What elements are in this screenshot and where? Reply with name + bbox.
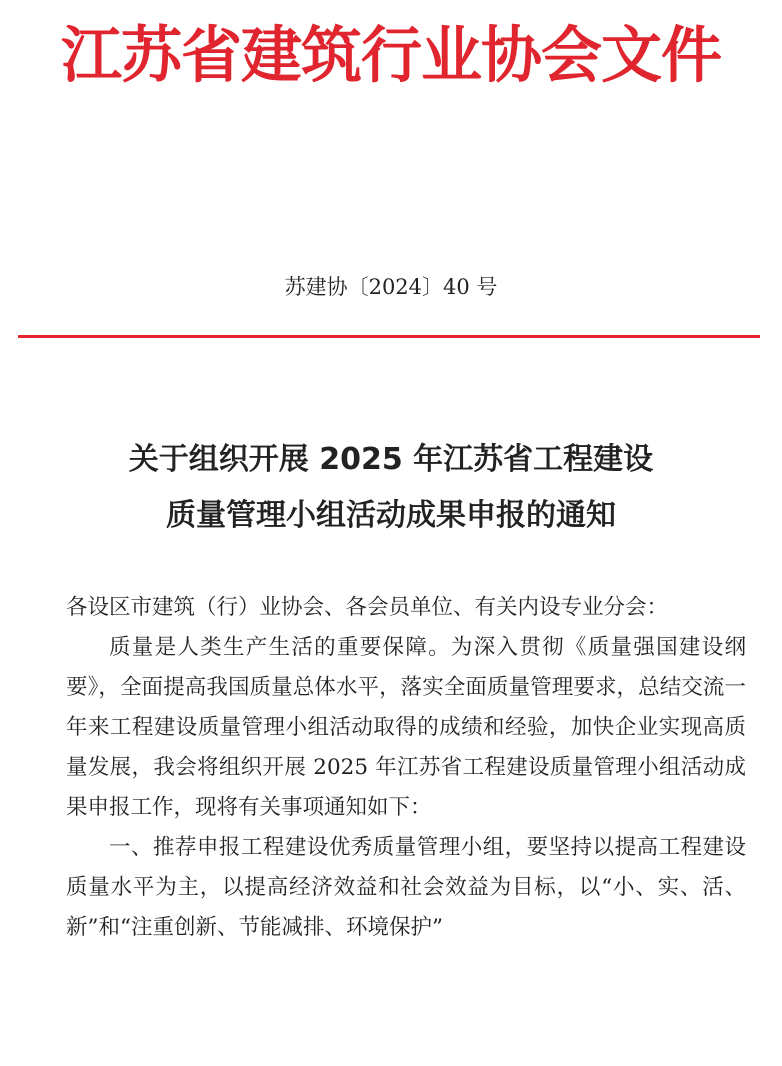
notice-body <box>66 588 746 948</box>
masthead-title: 江苏省建筑行业协会文件 <box>60 20 721 91</box>
document-number: 苏建协〔2024〕40 号 <box>284 275 498 299</box>
paragraph-item-1: 一、推荐申报工程建设优秀质量管理小组，要坚持以提高工程建设质量水平为主，以提高经济效益和社会效益为目标，以“小、实、活、新”和“注重创新、节能减排、环境保护” <box>66 835 746 940</box>
notice-title-line-2: 质量管理小组活动成果申报的通知 <box>166 498 616 533</box>
paragraph-intro: 质量是人类生产生活的重要保障。为深入贯彻《质量强国建设纲要》，全面提高我国质量总体水平，落实全面质量管理要求，总结交流一年来工程建设质量管理小组活动取得的成绩和经验，加快企业实现高质量发展，我会将组织开展 2025 年江苏省工程建设质量管理小组活动成果申报工作，现将有关事项通知如下： <box>66 635 746 820</box>
notice-title <box>0 432 782 544</box>
salutation: 各设区市建筑（行）业协会、各会员单位、有关内设专业分会： <box>66 595 669 620</box>
red-divider-line <box>18 335 760 338</box>
notice-title-line-1: 关于组织开展 2025 年江苏省工程建设 <box>128 442 654 477</box>
